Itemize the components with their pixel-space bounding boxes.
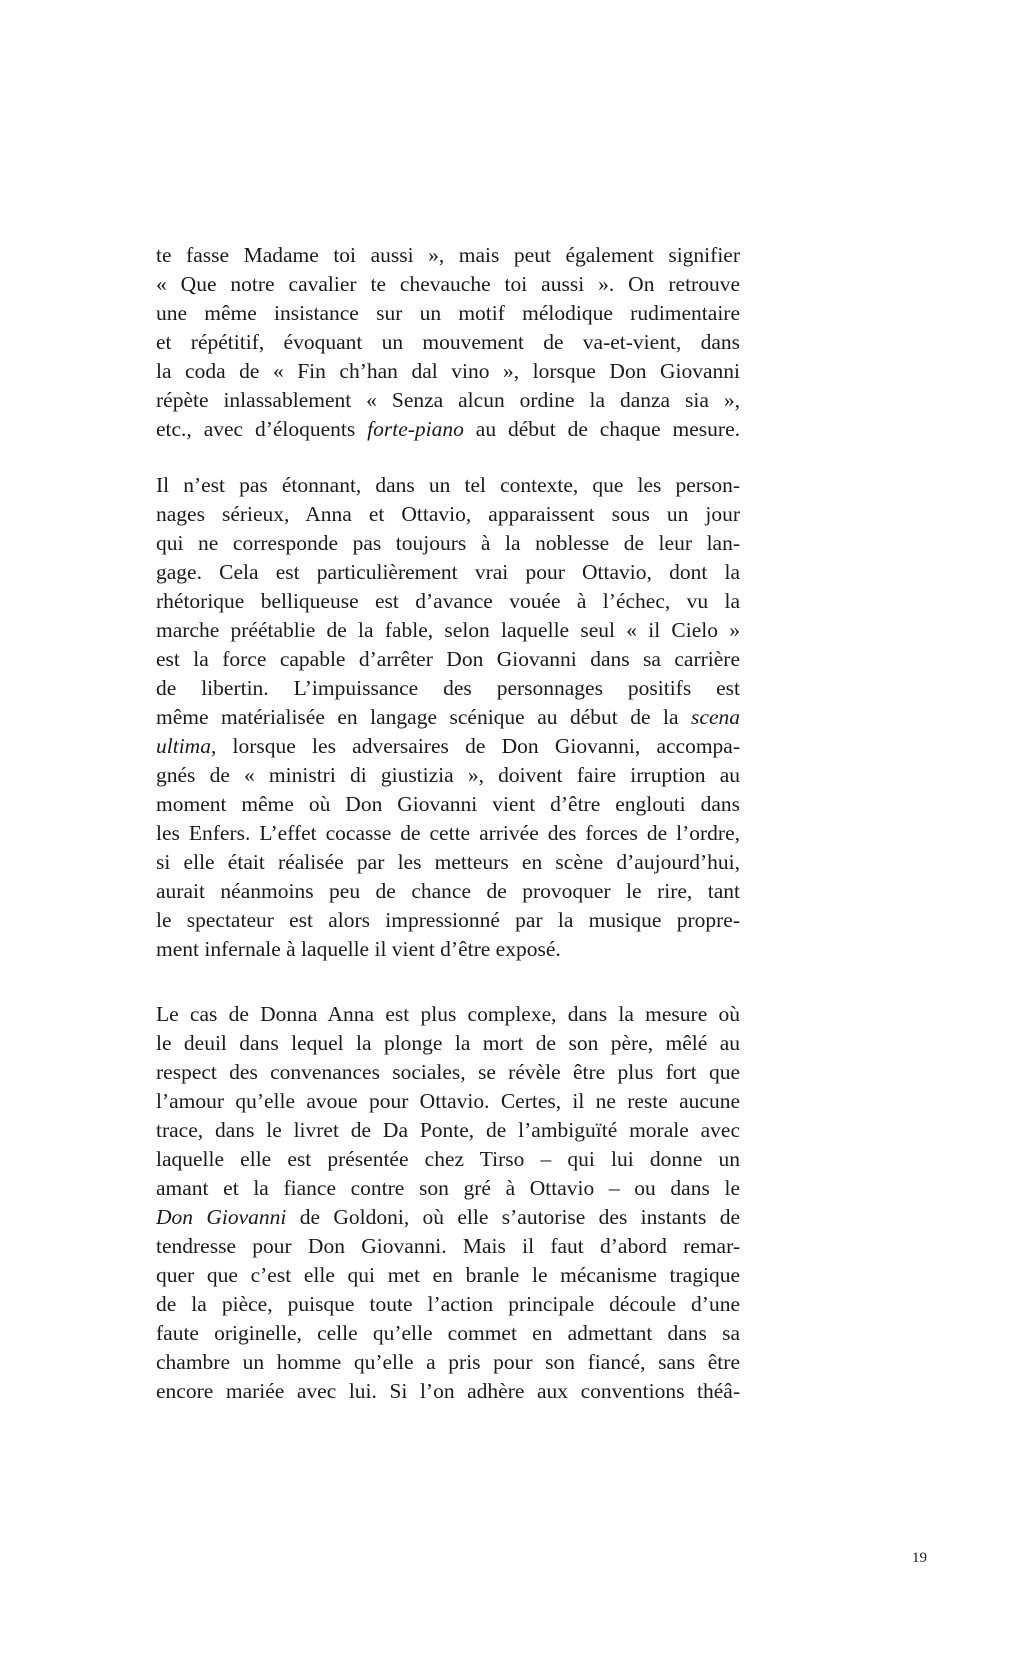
paragraph-3 xyxy=(156,1000,740,1406)
text-line: trace, dans le livret de Da Ponte, de l’ambiguïté morale avec xyxy=(156,1118,740,1142)
text-line: répète inlassablement « Senza alcun ordine la danza sia », xyxy=(156,388,740,412)
text-line: qui ne corresponde pas toujours à la noblesse de leur lan- xyxy=(156,531,740,555)
text-line: te fasse Madame toi aussi », mais peut également signifier xyxy=(156,243,740,267)
text-line xyxy=(156,415,740,444)
text-line: gnés de « ministri di giustizia », doivent faire irruption au xyxy=(156,763,740,787)
paragraph-1 xyxy=(156,241,740,444)
italic-term: scena xyxy=(691,705,740,729)
text-line: chambre un homme qu’elle a pris pour son fiancé, sans être xyxy=(156,1350,740,1374)
text-line: une même insistance sur un motif mélodique rudimentaire xyxy=(156,301,740,325)
text-line: si elle était réalisée par les metteurs en scène d’aujourd’hui, xyxy=(156,850,740,874)
text-line: rhétorique belliqueuse est d’avance vouée à l’échec, vu la xyxy=(156,589,740,613)
text-line: est la force capable d’arrêter Don Giovanni dans sa carrière xyxy=(156,647,740,671)
text-segment: , lorsque les adversaires de Don Giovanni, accompa- xyxy=(210,734,740,758)
text-line: quer que c’est elle qui met en branle le mécanisme tragique xyxy=(156,1263,740,1287)
text-line: le spectateur est alors impressionné par la musique propre- xyxy=(156,908,740,932)
text-segment: au début de chaque mesure. xyxy=(463,417,740,441)
text-line: Il n’est pas étonnant, dans un tel contexte, que les person- xyxy=(156,473,740,497)
text-line: aurait néanmoins peu de chance de provoquer le rire, tant xyxy=(156,879,740,903)
text-line xyxy=(156,732,740,761)
text-line: respect des convenances sociales, se révèle être plus fort que xyxy=(156,1060,740,1084)
italic-term: ultima xyxy=(156,734,211,758)
text-line: marche préétablie de la fable, selon laquelle seul « il Cielo » xyxy=(156,618,740,642)
text-line: le deuil dans lequel la plonge la mort de son père, mêlé au xyxy=(156,1031,740,1055)
text-line: amant et la fiance contre son gré à Ottavio – ou dans le xyxy=(156,1176,740,1200)
text-segment: de Goldoni, où elle s’autorise des instants de xyxy=(286,1205,740,1229)
text-line: encore mariée avec lui. Si l’on adhère aux conventions théâ- xyxy=(156,1379,740,1403)
italic-term: forte-piano xyxy=(367,417,464,441)
page-number: 19 xyxy=(912,1550,927,1566)
text-line: gage. Cela est particulièrement vrai pour Ottavio, dont la xyxy=(156,560,740,584)
text-line: laquelle elle est présentée chez Tirso – qui lui donne un xyxy=(156,1147,740,1171)
text-line xyxy=(156,703,740,732)
italic-title: Don Giovanni xyxy=(156,1205,287,1229)
text-line: moment même où Don Giovanni vient d’être englouti dans xyxy=(156,792,740,816)
text-line: les Enfers. L’effet cocasse de cette arrivée des forces de l’ordre, xyxy=(156,821,740,845)
text-segment: etc., avec d’éloquents xyxy=(156,417,368,441)
text-line xyxy=(156,1203,740,1232)
text-line: de la pièce, puisque toute l’action principale découle d’une xyxy=(156,1292,740,1316)
text-line: la coda de « Fin ch’han dal vino », lorsque Don Giovanni xyxy=(156,359,740,383)
text-line: faute originelle, celle qu’elle commet en admettant dans sa xyxy=(156,1321,740,1345)
text-segment: même matérialisée en langage scénique au début de la xyxy=(156,705,692,729)
paragraph-2 xyxy=(156,471,740,964)
text-line: Le cas de Donna Anna est plus complexe, dans la mesure où xyxy=(156,1002,740,1026)
text-line: ment infernale à laquelle il vient d’être exposé. xyxy=(156,937,561,961)
text-line: tendresse pour Don Giovanni. Mais il faut d’abord remar- xyxy=(156,1234,740,1258)
text-line: « Que notre cavalier te chevauche toi aussi ». On retrouve xyxy=(156,272,740,296)
text-line: de libertin. L’impuissance des personnages positifs est xyxy=(156,676,740,700)
text-line: l’amour qu’elle avoue pour Ottavio. Certes, il ne reste aucune xyxy=(156,1089,740,1113)
text-line: et répétitif, évoquant un mouvement de va-et-vient, dans xyxy=(156,330,740,354)
text-line: nages sérieux, Anna et Ottavio, apparaissent sous un jour xyxy=(156,502,740,526)
